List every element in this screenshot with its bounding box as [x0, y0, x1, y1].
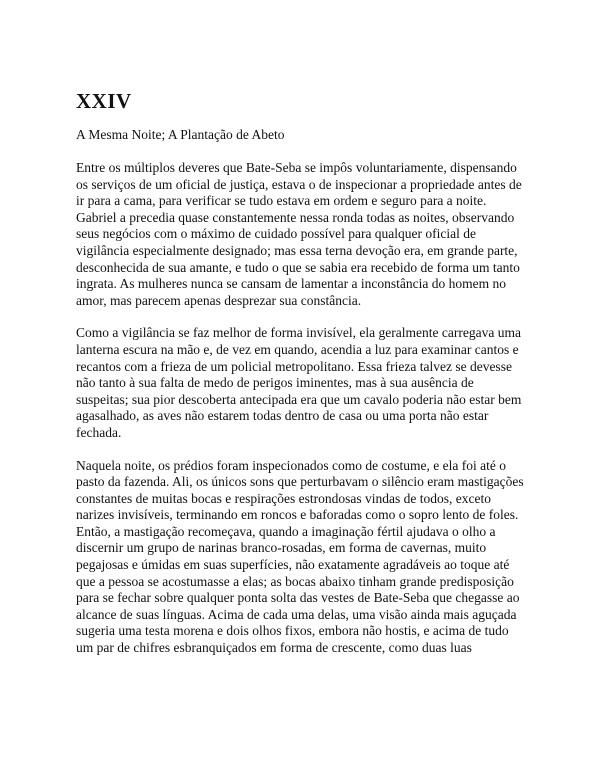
- document-page: [76, 88, 528, 673]
- paragraph-2: Como a vigilância se faz melhor de forma invisível, ela geralmente carregava uma lanterna escura na mão e, de vez em quando, acendia a luz para examinar cantos e recantos com a frieza de um policial metropolitano. Essa frieza talvez se devesse não tanto à sua falta de medo de perigos iminentes, mas à sua ausência de suspeitas; sua pior descoberta antecipada era que um cavalo poderia não estar bem agasalhado, as aves não estarem todas dentro de casa ou uma porta não estar fechada.: [76, 325, 522, 440]
- chapter-number: XXIV: [76, 89, 132, 113]
- paragraph-3: Naquela noite, os prédios foram inspecionados como de costume, e ela foi até o pasto da fazenda. Ali, os únicos sons que perturbavam o silêncio eram mastigações constantes de muitas bocas e respirações estrondosas vindas de todos, exceto narizes invisíveis, terminando em roncos e baforadas como o sopro lento de foles. Então, a mastigação recomeçava, quando a imaginação fértil ajudava o olho a discernir um grupo de narinas branco-rosadas, em forma de cavernas, muito pegajosas e úmidas em suas superfícies, não exatamente agradáveis ao toque até que a pessoa se acostumasse a elas; as bocas abaixo tinham grande predisposição para se fechar sobre qualquer ponta solta das vestes de Bate-Seba que chegasse ao alcance de suas línguas. Acima de cada uma delas, uma visão ainda mais aguçada sugeria uma testa morena e dois olhos fixos, embora não hostis, e acima de tudo um par de chifres esbranquiçados em forma de crescente, como duas luas: [76, 457, 524, 656]
- chapter-title: A Mesma Noite; A Plantação de Abeto: [76, 127, 285, 142]
- paragraph-1: Entre os múltiplos deveres que Bate-Seba se impôs voluntariamente, dispensando os serviços de um oficial de justiça, estava o de inspecionar a propriedade antes de ir para a cama, para verificar se tudo estava em ordem e seguro para a noite. Gabriel a precedia quase constantemente nessa ronda todas as noites, observando seus negócios com o máximo de cuidado possível para qualquer oficial de vigilância especialmente designado; mas essa terna devoção era, em grande parte, desconhecida de sua amante, e tudo o que se sabia era recebido de forma um tanto ingrata. As mulheres nunca se cansam de lamentar a inconstância do homem no amor, mas parecem apenas desprezar sua constância.: [76, 160, 522, 308]
